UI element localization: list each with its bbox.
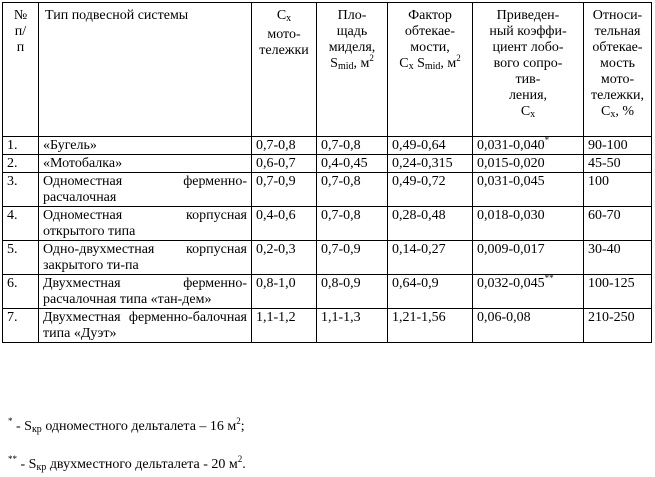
header-cx: $C_x$ мото- тележки [252, 3, 317, 137]
table-row [3, 275, 652, 309]
table-row [3, 173, 652, 207]
cell-type: Одноместная корпусная открытого типа [39, 207, 252, 241]
cell-area: 0,7-0,9 [317, 241, 388, 275]
cell-relative: 30-40 [584, 241, 652, 275]
cell-area: 1,1-1,3 [317, 309, 388, 343]
cell-factor: 0,64-0,9 [388, 275, 473, 309]
cell-type: Одно-двухместная корпусная закрытого ти-па [39, 241, 252, 275]
cell-num: 2. [3, 155, 39, 173]
cell-num: 5. [3, 241, 39, 275]
cell-cx: 1,1-1,2 [252, 309, 317, 343]
footnote-mark: ** [544, 274, 554, 283]
cell-relative: 210-250 [584, 309, 652, 343]
cell-type: Двухместная ферменно-балочная типа «Дуэт» [39, 309, 252, 343]
cell-num: 6. [3, 275, 39, 309]
cell-relative: 60-70 [584, 207, 652, 241]
footnote-single-seat: $^* - S_{кр}$ одноместного дельталета – 16 $м^2$; [8, 416, 245, 435]
cell-cx: 0,7-0,9 [252, 173, 317, 207]
cell-reduced: 0,031-0,040* [473, 137, 584, 155]
footnote-mark: * [544, 136, 550, 145]
header-factor: Фактор обтекае- мости, $C_x$ $S_{mid}$, $м^2$ [388, 3, 473, 137]
cell-cx: 0,6-0,7 [252, 155, 317, 173]
cell-reduced: 0,031-0,045 [473, 173, 584, 207]
header-relative: Относи- тельная обтекае- мость мото- тележки, $C_x$, % [584, 3, 652, 137]
cell-reduced: 0,032-0,045** [473, 275, 584, 309]
cell-factor: 0,14-0,27 [388, 241, 473, 275]
cell-num: 7. [3, 309, 39, 343]
cell-cx: 0,7-0,8 [252, 137, 317, 155]
table-row [3, 309, 652, 343]
cell-area: 0,7-0,8 [317, 137, 388, 155]
header-row [3, 3, 652, 137]
cell-type: Двухместная ферменно-расчалочная типа «тан-дем» [39, 275, 252, 309]
cell-reduced: 0,06-0,08 [473, 309, 584, 343]
cell-cx: 0,4-0,6 [252, 207, 317, 241]
cell-type: «Мотобалка» [39, 155, 252, 173]
cell-reduced: 0,018-0,030 [473, 207, 584, 241]
cell-relative: 90-100 [584, 137, 652, 155]
cell-area: 0,7-0,8 [317, 173, 388, 207]
header-area: Пло- щадь миделя, $S_{mid}$, $м^2$ [317, 3, 388, 137]
spec-table [2, 2, 652, 343]
cell-factor: 0,24-0,315 [388, 155, 473, 173]
cell-factor: 0,49-0,72 [388, 173, 473, 207]
footnote-two-seat: $^{**} - S_{кр}$ двухместного дельталета - 20 $м^2$. [8, 454, 246, 473]
cell-type: «Бугель» [39, 137, 252, 155]
cell-num: 4. [3, 207, 39, 241]
cell-factor: 0,49-0,64 [388, 137, 473, 155]
cell-relative: 100 [584, 173, 652, 207]
cell-num: 3. [3, 173, 39, 207]
cell-num: 1. [3, 137, 39, 155]
table-row [3, 137, 652, 155]
cell-area: 0,4-0,45 [317, 155, 388, 173]
cell-relative: 100-125 [584, 275, 652, 309]
cell-cx: 0,8-1,0 [252, 275, 317, 309]
cell-type: Одноместная ферменно-расчалочная [39, 173, 252, 207]
cell-relative: 45-50 [584, 155, 652, 173]
cell-reduced: 0,015-0,020 [473, 155, 584, 173]
cell-factor: 0,28-0,48 [388, 207, 473, 241]
cell-reduced: 0,009-0,017 [473, 241, 584, 275]
cell-cx: 0,2-0,3 [252, 241, 317, 275]
table-row [3, 155, 652, 173]
cell-area: 0,7-0,8 [317, 207, 388, 241]
table-row [3, 207, 652, 241]
header-num: № п/ п [3, 3, 39, 137]
cell-factor: 1,21-1,56 [388, 309, 473, 343]
cell-area: 0,8-0,9 [317, 275, 388, 309]
table-row [3, 241, 652, 275]
header-type: Тип подвесной системы [39, 3, 252, 137]
header-reduced-coefficient: Приведен- ный коэффи- циент лобо- вого сопро- тив- ления, $C_x$ [473, 3, 584, 137]
